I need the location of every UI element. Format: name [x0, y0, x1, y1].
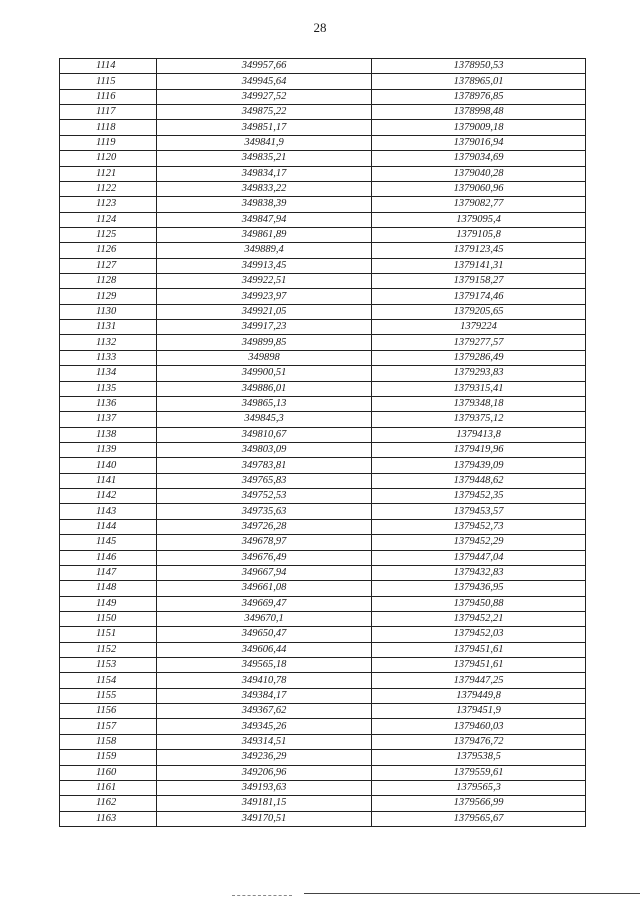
y-coordinate-cell: 1379460,03 [372, 719, 586, 734]
x-coordinate-cell: 349834,17 [157, 166, 372, 181]
table-row [60, 719, 586, 734]
x-coordinate-cell: 349922,51 [157, 274, 372, 289]
table-row [60, 550, 586, 565]
y-coordinate-cell: 1379413,8 [372, 427, 586, 442]
page-number: 28 [313, 20, 327, 35]
x-coordinate-cell: 349838,39 [157, 197, 372, 212]
point-number-cell: 1115 [60, 74, 157, 89]
point-number-cell: 1147 [60, 565, 157, 580]
x-coordinate-cell: 349661,08 [157, 581, 372, 596]
point-number-cell: 1116 [60, 89, 157, 104]
x-coordinate-cell: 349384,17 [157, 688, 372, 703]
point-number-cell: 1132 [60, 335, 157, 350]
table-row [60, 105, 586, 120]
y-coordinate-cell: 1379095,4 [372, 212, 586, 227]
point-number-cell: 1155 [60, 688, 157, 703]
point-number-cell: 1130 [60, 304, 157, 319]
table-row [60, 642, 586, 657]
table-row [60, 320, 586, 335]
point-number-cell: 1161 [60, 780, 157, 795]
point-number-cell: 1160 [60, 765, 157, 780]
table-row [60, 658, 586, 673]
y-coordinate-cell: 1379450,88 [372, 596, 586, 611]
point-number-cell: 1140 [60, 458, 157, 473]
x-coordinate-cell: 349835,21 [157, 151, 372, 166]
point-number-cell: 1156 [60, 704, 157, 719]
x-coordinate-cell: 349752,53 [157, 489, 372, 504]
y-coordinate-cell: 1379141,31 [372, 258, 586, 273]
point-number-cell: 1119 [60, 135, 157, 150]
footer-rule [304, 893, 640, 894]
table-row [60, 89, 586, 104]
point-number-cell: 1120 [60, 151, 157, 166]
table-row [60, 811, 586, 826]
table-row [60, 458, 586, 473]
table-row [60, 59, 586, 74]
table-row [60, 335, 586, 350]
table-row [60, 535, 586, 550]
x-coordinate-cell: 349206,96 [157, 765, 372, 780]
point-number-cell: 1126 [60, 243, 157, 258]
x-coordinate-cell: 349923,97 [157, 289, 372, 304]
table-row [60, 120, 586, 135]
y-coordinate-cell: 1379439,09 [372, 458, 586, 473]
y-coordinate-cell: 1379452,35 [372, 489, 586, 504]
x-coordinate-cell: 349765,83 [157, 473, 372, 488]
y-coordinate-cell: 1379016,94 [372, 135, 586, 150]
table-row [60, 197, 586, 212]
y-coordinate-cell: 1379451,61 [372, 642, 586, 657]
y-coordinate-cell: 1379174,46 [372, 289, 586, 304]
y-coordinate-cell: 1379034,69 [372, 151, 586, 166]
point-number-cell: 1159 [60, 750, 157, 765]
y-coordinate-cell: 1379123,45 [372, 243, 586, 258]
table-row [60, 796, 586, 811]
point-number-cell: 1143 [60, 504, 157, 519]
x-coordinate-cell: 349314,51 [157, 734, 372, 749]
y-coordinate-cell: 1379452,29 [372, 535, 586, 550]
y-coordinate-cell: 1379538,5 [372, 750, 586, 765]
table-row [60, 581, 586, 596]
x-coordinate-cell: 349927,52 [157, 89, 372, 104]
coordinates-table [59, 58, 586, 827]
point-number-cell: 1145 [60, 535, 157, 550]
point-number-cell: 1135 [60, 381, 157, 396]
footer-dashed-line [232, 895, 292, 896]
point-number-cell: 1127 [60, 258, 157, 273]
table-row [60, 74, 586, 89]
x-coordinate-cell: 349875,22 [157, 105, 372, 120]
point-number-cell: 1151 [60, 627, 157, 642]
table-row [60, 135, 586, 150]
table-row [60, 412, 586, 427]
point-number-cell: 1144 [60, 519, 157, 534]
table-row [60, 166, 586, 181]
y-coordinate-cell: 1379286,49 [372, 350, 586, 365]
x-coordinate-cell: 349783,81 [157, 458, 372, 473]
table-row [60, 704, 586, 719]
point-number-cell: 1148 [60, 581, 157, 596]
point-number-cell: 1153 [60, 658, 157, 673]
x-coordinate-cell: 349367,62 [157, 704, 372, 719]
table-row [60, 258, 586, 273]
point-number-cell: 1131 [60, 320, 157, 335]
y-coordinate-cell: 1379449,8 [372, 688, 586, 703]
x-coordinate-cell: 349921,05 [157, 304, 372, 319]
point-number-cell: 1128 [60, 274, 157, 289]
y-coordinate-cell: 1379105,8 [372, 227, 586, 242]
point-number-cell: 1125 [60, 227, 157, 242]
point-number-cell: 1123 [60, 197, 157, 212]
point-number-cell: 1136 [60, 396, 157, 411]
point-number-cell: 1146 [60, 550, 157, 565]
x-coordinate-cell: 349669,47 [157, 596, 372, 611]
table-row [60, 181, 586, 196]
y-coordinate-cell: 1379451,61 [372, 658, 586, 673]
y-coordinate-cell: 1379293,83 [372, 366, 586, 381]
table-row [60, 274, 586, 289]
point-number-cell: 1152 [60, 642, 157, 657]
table-row [60, 780, 586, 795]
point-number-cell: 1142 [60, 489, 157, 504]
x-coordinate-cell: 349900,51 [157, 366, 372, 381]
point-number-cell: 1134 [60, 366, 157, 381]
y-coordinate-cell: 1379205,65 [372, 304, 586, 319]
point-number-cell: 1141 [60, 473, 157, 488]
x-coordinate-cell: 349667,94 [157, 565, 372, 580]
table-row [60, 151, 586, 166]
y-coordinate-cell: 1379451,9 [372, 704, 586, 719]
x-coordinate-cell: 349945,64 [157, 74, 372, 89]
y-coordinate-cell: 1379448,62 [372, 473, 586, 488]
y-coordinate-cell: 1379082,77 [372, 197, 586, 212]
table-row [60, 504, 586, 519]
x-coordinate-cell: 349735,63 [157, 504, 372, 519]
x-coordinate-cell: 349810,67 [157, 427, 372, 442]
table-row [60, 565, 586, 580]
y-coordinate-cell: 1379419,96 [372, 442, 586, 457]
coordinates-table-body [60, 59, 586, 827]
x-coordinate-cell: 349861,89 [157, 227, 372, 242]
table-row [60, 442, 586, 457]
x-coordinate-cell: 349851,17 [157, 120, 372, 135]
x-coordinate-cell: 349898 [157, 350, 372, 365]
y-coordinate-cell: 1378965,01 [372, 74, 586, 89]
table-row [60, 519, 586, 534]
table-row [60, 304, 586, 319]
x-coordinate-cell: 349957,66 [157, 59, 372, 74]
x-coordinate-cell: 349181,15 [157, 796, 372, 811]
table-row [60, 473, 586, 488]
x-coordinate-cell: 349565,18 [157, 658, 372, 673]
point-number-cell: 1118 [60, 120, 157, 135]
table-row [60, 734, 586, 749]
y-coordinate-cell: 1379432,83 [372, 565, 586, 580]
y-coordinate-cell: 1379436,95 [372, 581, 586, 596]
y-coordinate-cell: 1379565,3 [372, 780, 586, 795]
y-coordinate-cell: 1379559,61 [372, 765, 586, 780]
x-coordinate-cell: 349726,28 [157, 519, 372, 534]
table-row [60, 289, 586, 304]
point-number-cell: 1154 [60, 673, 157, 688]
x-coordinate-cell: 349236,29 [157, 750, 372, 765]
x-coordinate-cell: 349345,26 [157, 719, 372, 734]
table-row [60, 765, 586, 780]
table-row [60, 627, 586, 642]
point-number-cell: 1114 [60, 59, 157, 74]
x-coordinate-cell: 349410,78 [157, 673, 372, 688]
x-coordinate-cell: 349833,22 [157, 181, 372, 196]
table-row [60, 243, 586, 258]
point-number-cell: 1121 [60, 166, 157, 181]
point-number-cell: 1129 [60, 289, 157, 304]
y-coordinate-cell: 1379348,18 [372, 396, 586, 411]
y-coordinate-cell: 1379277,57 [372, 335, 586, 350]
table-row [60, 673, 586, 688]
point-number-cell: 1158 [60, 734, 157, 749]
x-coordinate-cell: 349917,23 [157, 320, 372, 335]
x-coordinate-cell: 349650,47 [157, 627, 372, 642]
x-coordinate-cell: 349678,97 [157, 535, 372, 550]
x-coordinate-cell: 349606,44 [157, 642, 372, 657]
y-coordinate-cell: 1379315,41 [372, 381, 586, 396]
point-number-cell: 1124 [60, 212, 157, 227]
table-row [60, 596, 586, 611]
x-coordinate-cell: 349847,94 [157, 212, 372, 227]
y-coordinate-cell: 1379476,72 [372, 734, 586, 749]
x-coordinate-cell: 349170,51 [157, 811, 372, 826]
y-coordinate-cell: 1379040,28 [372, 166, 586, 181]
point-number-cell: 1138 [60, 427, 157, 442]
y-coordinate-cell: 1378976,85 [372, 89, 586, 104]
point-number-cell: 1133 [60, 350, 157, 365]
point-number-cell: 1157 [60, 719, 157, 734]
table-row [60, 227, 586, 242]
point-number-cell: 1150 [60, 611, 157, 626]
x-coordinate-cell: 349845,3 [157, 412, 372, 427]
x-coordinate-cell: 349676,49 [157, 550, 372, 565]
point-number-cell: 1117 [60, 105, 157, 120]
y-coordinate-cell: 1379060,96 [372, 181, 586, 196]
table-row [60, 427, 586, 442]
y-coordinate-cell: 1379375,12 [372, 412, 586, 427]
x-coordinate-cell: 349193,63 [157, 780, 372, 795]
y-coordinate-cell: 1379453,57 [372, 504, 586, 519]
y-coordinate-cell: 1379452,03 [372, 627, 586, 642]
y-coordinate-cell: 1379566,99 [372, 796, 586, 811]
point-number-cell: 1139 [60, 442, 157, 457]
table-row [60, 212, 586, 227]
y-coordinate-cell: 1379158,27 [372, 274, 586, 289]
table-row [60, 611, 586, 626]
x-coordinate-cell: 349886,01 [157, 381, 372, 396]
x-coordinate-cell: 349913,45 [157, 258, 372, 273]
table-row [60, 381, 586, 396]
y-coordinate-cell: 1379565,67 [372, 811, 586, 826]
y-coordinate-cell: 1379452,21 [372, 611, 586, 626]
table-row [60, 396, 586, 411]
x-coordinate-cell: 349899,85 [157, 335, 372, 350]
point-number-cell: 1149 [60, 596, 157, 611]
x-coordinate-cell: 349670,1 [157, 611, 372, 626]
y-coordinate-cell: 1379224 [372, 320, 586, 335]
point-number-cell: 1163 [60, 811, 157, 826]
x-coordinate-cell: 349865,13 [157, 396, 372, 411]
table-row [60, 350, 586, 365]
y-coordinate-cell: 1379452,73 [372, 519, 586, 534]
point-number-cell: 1162 [60, 796, 157, 811]
x-coordinate-cell: 349803,09 [157, 442, 372, 457]
point-number-cell: 1137 [60, 412, 157, 427]
y-coordinate-cell: 1378950,53 [372, 59, 586, 74]
table-row [60, 750, 586, 765]
x-coordinate-cell: 349889,4 [157, 243, 372, 258]
y-coordinate-cell: 1378998,48 [372, 105, 586, 120]
y-coordinate-cell: 1379447,25 [372, 673, 586, 688]
table-row [60, 688, 586, 703]
point-number-cell: 1122 [60, 181, 157, 196]
y-coordinate-cell: 1379447,04 [372, 550, 586, 565]
table-row [60, 489, 586, 504]
x-coordinate-cell: 349841,9 [157, 135, 372, 150]
table-row [60, 366, 586, 381]
y-coordinate-cell: 1379009,18 [372, 120, 586, 135]
